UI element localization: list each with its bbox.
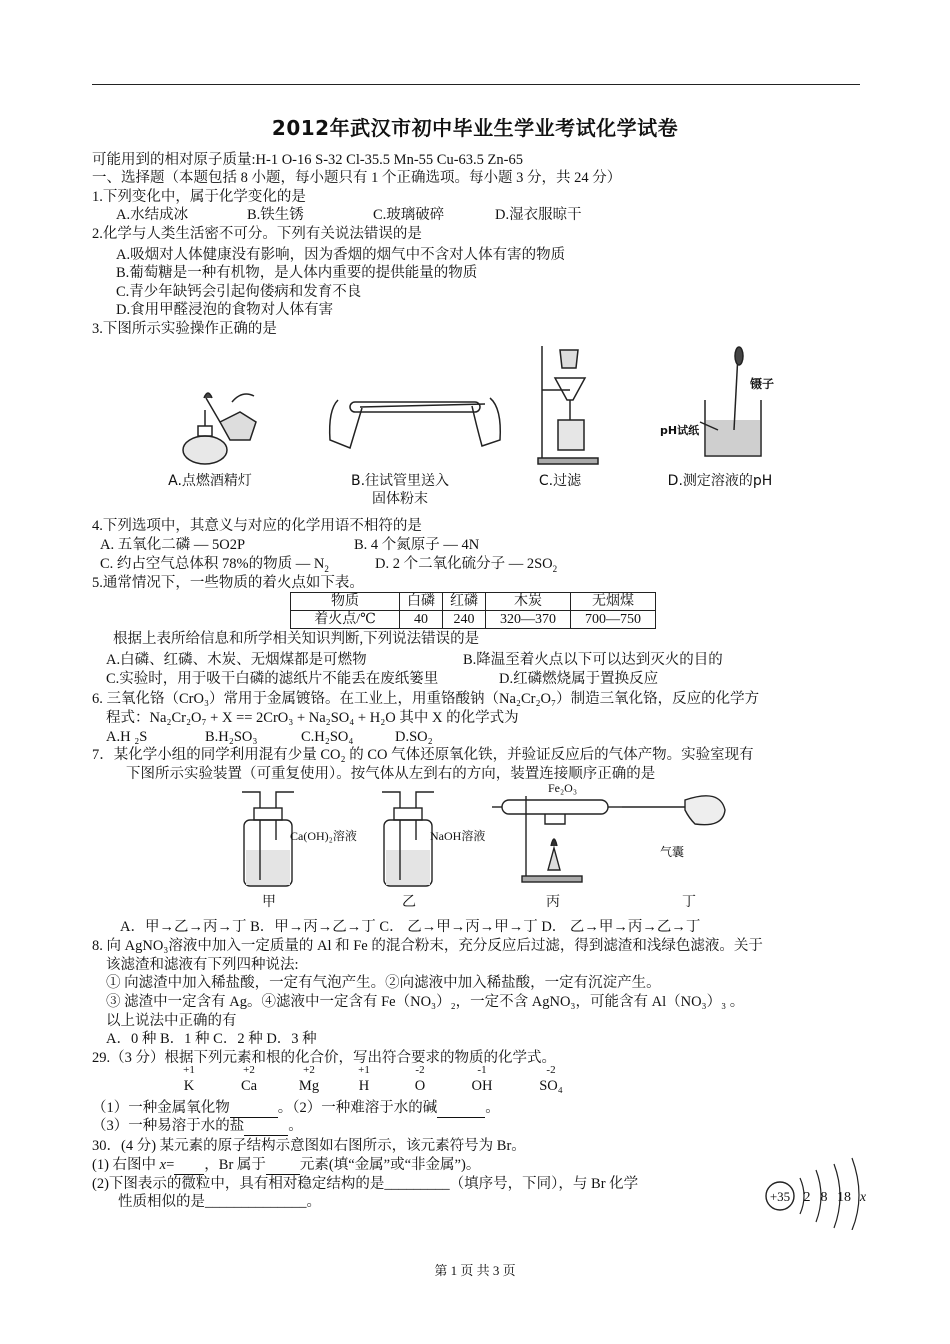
answer-blank[interactable] xyxy=(230,1099,278,1118)
tube-heating-bing xyxy=(492,796,622,882)
q1-option-b: B.铁生锈 xyxy=(247,207,304,223)
q8-options: A．0 种 B．1 种 C．2 种 D．3 种 xyxy=(106,1031,317,1047)
label-yi: 乙 xyxy=(402,895,416,910)
q5-stem: 5.通常情况下，一些物质的着火点如下表。 xyxy=(92,575,364,591)
shell-electrons: 2 xyxy=(803,1190,811,1205)
table-header-row xyxy=(291,593,656,611)
element-symbol: K xyxy=(183,1078,195,1094)
shell-electrons: x xyxy=(859,1190,867,1205)
label-jia: 甲 xyxy=(262,895,276,910)
q3-lab-figures xyxy=(160,340,810,490)
valence: -1 xyxy=(477,1064,487,1076)
q6-equation: 程式：Na₂Cr₂O₇ + X == 2CrO₃ + Na₂SO₄ + H₂O 其中 X 的化学式为 xyxy=(106,710,519,726)
element-symbol: SO₄ xyxy=(539,1078,563,1094)
valence: +2 xyxy=(243,1064,255,1076)
q2-option-b: B.葡萄糖是一种有机物，是人体内重要的提供能量的物质 xyxy=(116,265,478,281)
q7-stem-2: 下图所示实验装置（可重复使用）。按气体从左到右的方向，装置连接顺序正确的是 xyxy=(126,766,656,782)
q7-stem: 7．某化学小组的同学利用混有少量 CO₂ 的 CO 气体还原氧化铁，并验证反应后的气体产物。实验室现有 xyxy=(92,747,754,763)
q1-stem: 1.下列变化中，属于化学变化的是 xyxy=(92,189,306,205)
figure-c-filtration xyxy=(538,346,598,464)
ignition-point-table xyxy=(290,592,656,629)
q2-option-c: C.青少年缺钙会引起佝偻病和发育不良 xyxy=(116,284,362,300)
q2-option-a: A.吸烟对人体健康没有影响，因为香烟的烟气中不含对人体有害的物质 xyxy=(116,247,566,263)
element-symbol: O xyxy=(414,1078,426,1094)
table-cell: 红磷 xyxy=(443,593,486,611)
q4-option-a: A. 五氧化二磷 — 5O2P xyxy=(100,537,246,553)
q6-option-c: C.H₂SO₄ xyxy=(301,729,354,745)
page-footer: 第 1 页 共 3 页 xyxy=(434,1263,516,1278)
figure-d-ph-test xyxy=(700,347,761,456)
q5-option-b: B.降温至着火点以下可以达到灭火的目的 xyxy=(463,652,723,668)
q1-option-c: C.玻璃破碎 xyxy=(373,207,445,223)
q6-option-a: A.H ₂S xyxy=(106,729,148,745)
element-symbol: Mg xyxy=(298,1078,320,1094)
q1-option-d: D.湿衣服晾干 xyxy=(495,207,582,223)
q8-stem-2: 该滤渣和滤液有下列四种说法: xyxy=(106,957,299,973)
element-symbol: Ca xyxy=(240,1078,258,1094)
gas-bag-ding xyxy=(622,796,725,825)
tweezers-label: 镊子 xyxy=(750,377,775,391)
q29-line-2: （3）一种易溶于水的盐 。 xyxy=(92,1118,303,1134)
table-cell: 320—370 xyxy=(486,611,571,629)
figure-b-test-tube xyxy=(330,398,501,448)
q5-option-a: A.白磷、红磷、木炭、无烟煤都是可燃物 xyxy=(106,652,367,668)
figure-a-alcohol-lamps xyxy=(183,393,256,464)
q1-option-a: A.水结成冰 xyxy=(116,207,189,223)
q8-statement-2: ③ 滤渣中一定含有 Ag。④滤液中一定含有 Fe（NO₃）₂，一定不含 AgNO₃，可能含有 Al（NO₃）₃ 。 xyxy=(106,994,745,1010)
nucleus-charge: +35 xyxy=(769,1189,791,1204)
q5-option-c: C.实验时，用于吸干白磷的滤纸片不能丢在废纸篓里 xyxy=(106,671,439,687)
bromine-atom-diagram xyxy=(760,1150,870,1230)
figure-b-caption-1: B.往试管里送入 xyxy=(350,473,450,489)
table-cell: 无烟煤 xyxy=(571,593,656,611)
table-cell: 240 xyxy=(443,611,486,629)
q7-apparatus xyxy=(230,780,730,910)
header-rule xyxy=(92,84,860,85)
table-cell: 白磷 xyxy=(400,593,443,611)
q4-stem: 4.下列选项中，其意义与对应的化学用语不相符的是 xyxy=(92,518,422,534)
q29-stem: 29.（3 分）根据下列元素和根的化合价，写出符合要求的物质的化学式。 xyxy=(92,1050,556,1066)
element-symbol: OH xyxy=(471,1078,493,1094)
table-cell: 木炭 xyxy=(486,593,571,611)
caoh-label: Ca(OH)₂溶液 xyxy=(290,829,357,843)
valence: +1 xyxy=(358,1064,370,1076)
q4-option-d: D. 2 个二氧化硫分子 — $2SO_2$ xyxy=(375,556,558,574)
valence: -2 xyxy=(415,1064,425,1076)
q30-line-3: 性质相似的是______________。 xyxy=(118,1194,321,1210)
q29-line-1: （1）一种金属氧化物 。（2）一种难溶于水的碱 。 xyxy=(92,1100,500,1116)
gas-bag-label: 气囊 xyxy=(660,845,685,859)
q6-stem: 6. 三氧化铬（CrO₃）常用于金属镀铬。在工业上，用重铬酸钠（Na₂Cr₂O₇）制造三氧化铬，反应的化学方 xyxy=(92,691,760,707)
q30-line-1: (1) 右图中 x= ，Br 属于 元素(填“金属”或“非金属”)。 xyxy=(92,1157,481,1173)
atomic-mass-line: 可能用到的相对原子质量:H-1 O-16 S-32 Cl-35.5 Mn-55 Cu-63.5 Zn-65 xyxy=(92,152,523,168)
answer-blank[interactable] xyxy=(266,1156,300,1175)
table-cell: 着火点/℃ xyxy=(291,611,400,629)
valence: -2 xyxy=(546,1064,556,1076)
q4-option-c: C. 约占空气总体积 78%的物质 — $N_2$ xyxy=(100,556,329,574)
bottle-jia xyxy=(242,792,294,886)
label-ding: 丁 xyxy=(682,895,696,910)
label-bing: 丙 xyxy=(546,895,560,910)
q30-line-2: (2)下图表示的微粒中，具有相对稳定结构的是_________（填序号，下同），与 Br 化学 xyxy=(92,1176,639,1192)
table-cell: 700—750 xyxy=(571,611,656,629)
q30-stem: 30．(4 分) 某元素的原子结构示意图如右图所示，该元素符号为 Br。 xyxy=(92,1138,526,1154)
q3-stem: 3.下图所示实验操作正确的是 xyxy=(92,321,277,337)
answer-blank[interactable] xyxy=(174,1156,204,1175)
q2-stem: 2.化学与人类生活密不可分。下列有关说法错误的是 xyxy=(92,226,422,242)
figure-c-caption: C.过滤 xyxy=(538,473,582,489)
q5-prompt: 根据上表所给信息和所学相关知识判断,下列说法错误的是 xyxy=(113,631,480,647)
table-cell: 40 xyxy=(400,611,443,629)
answer-blank[interactable] xyxy=(437,1099,485,1118)
q6-option-b: B.H₂SO₃ xyxy=(205,729,258,745)
q8-stem: 8. 向 AgNO₃溶液中加入一定质量的 Al 和 Fe 的混合粉末，充分反应后过滤，得到滤渣和浅绿色滤液。关于 xyxy=(92,938,763,954)
fe2o3-label: Fe₂O₃ xyxy=(548,781,578,795)
shell-electrons: 18 xyxy=(837,1190,851,1205)
figure-a-caption: A.点燃酒精灯 xyxy=(168,473,252,489)
valence: +2 xyxy=(303,1064,315,1076)
shell-electrons: 8 xyxy=(820,1190,828,1205)
table-cell: 物质 xyxy=(291,593,400,611)
bottle-yi xyxy=(382,792,434,886)
q8-statement-1: ① 向滤渣中加入稀盐酸，一定有气泡产生。②向滤液中加入稀盐酸，一定有沉淀产生。 xyxy=(106,975,661,991)
page-title: 2012年武汉市初中毕业生学业考试化学试卷 xyxy=(271,116,679,140)
q5-option-d: D.红磷燃烧属于置换反应 xyxy=(499,671,659,687)
figure-b-caption-2: 固体粉末 xyxy=(372,491,428,507)
section-heading: 一、选择题（本题包括 8 小题，每小题只有 1 个正确选项。每小题 3 分，共 24 分） xyxy=(92,170,622,186)
q6-option-d: D.SO₂ xyxy=(395,729,433,745)
naoh-label: NaOH溶液 xyxy=(430,829,486,843)
q2-option-d: D.食用甲醛浸泡的食物对人体有害 xyxy=(116,302,334,318)
table-row xyxy=(291,611,656,629)
answer-blank[interactable] xyxy=(244,1117,288,1136)
valence: +1 xyxy=(183,1064,195,1076)
ph-paper-label: pH试纸 xyxy=(660,424,700,437)
q8-statement-3: 以上说法中正确的有 xyxy=(106,1013,237,1029)
q7-options: A．甲→乙→丙→丁 B．甲→丙→乙→丁 C． 乙→甲→丙→甲→丁 D． 乙→甲→丙→乙→丁 xyxy=(120,919,701,935)
element-symbol: H xyxy=(358,1078,370,1094)
figure-d-caption: D.测定溶液的pH xyxy=(667,473,773,489)
q4-option-b: B. 4 个氮原子 — 4N xyxy=(354,537,480,553)
